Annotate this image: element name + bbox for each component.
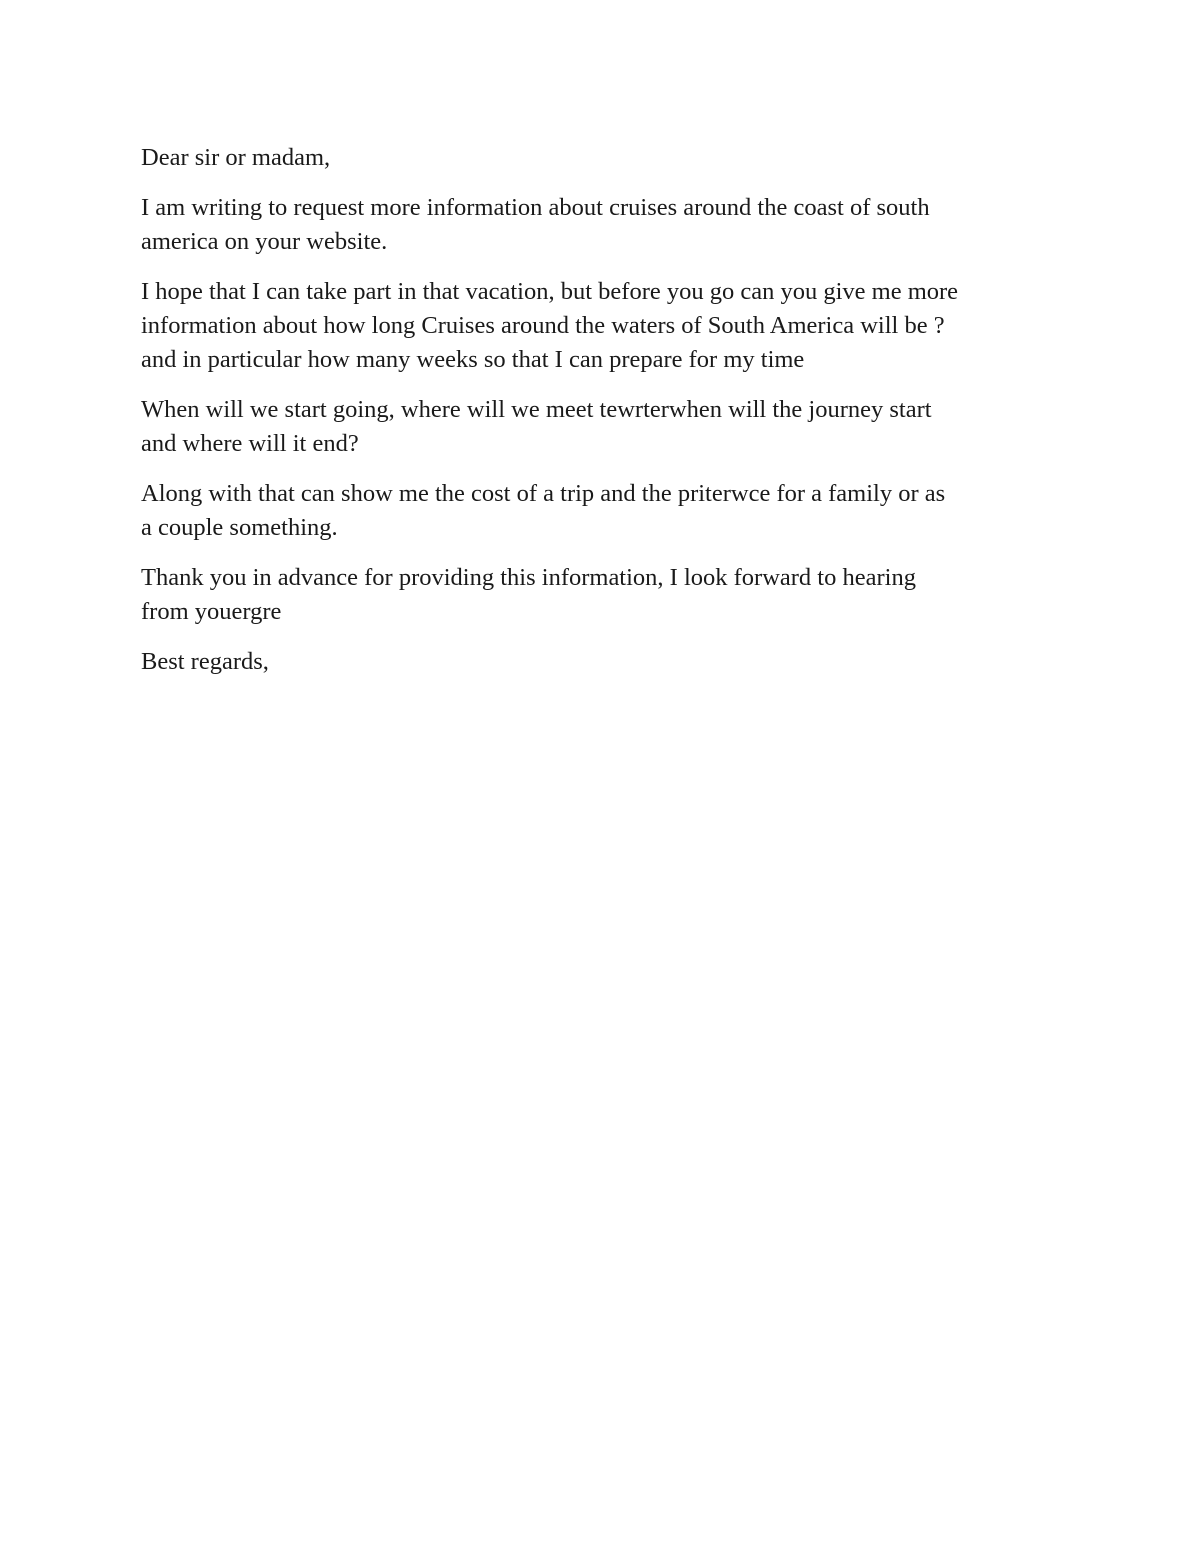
letter-body [141,141,1071,695]
closing [141,645,1071,679]
paragraph-line: and where will it end? [141,430,359,457]
paragraph-cost [141,477,1071,545]
paragraph-request [141,191,1071,259]
paragraph-line: a couple something. [141,514,338,541]
paragraph-line: I am writing to request more information about cruises around the coast of south [141,194,930,221]
paragraph-line: america on your website. [141,228,388,255]
paragraph-schedule [141,393,1071,461]
paragraph-line: When will we start going, where will we meet tewrterwhen will the journey start [141,396,932,423]
closing-text: Best regards, [141,648,269,675]
paragraph-line: from youergre [141,598,282,625]
salutation [141,141,1071,175]
paragraph-thanks [141,561,1071,629]
paragraph-duration [141,275,1071,377]
paragraph-line: and in particular how many weeks so that I can prepare for my time [141,346,805,373]
paragraph-line: Along with that can show me the cost of a trip and the priterwce for a family or as [141,480,946,507]
paragraph-line: information about how long Cruises around the waters of South America will be ? [141,312,945,339]
paragraph-line: I hope that I can take part in that vacation, but before you go can you give me more [141,278,959,305]
paragraph-line: Thank you in advance for providing this information, I look forward to hearing [141,564,916,591]
salutation-text: Dear sir or madam, [141,144,331,171]
